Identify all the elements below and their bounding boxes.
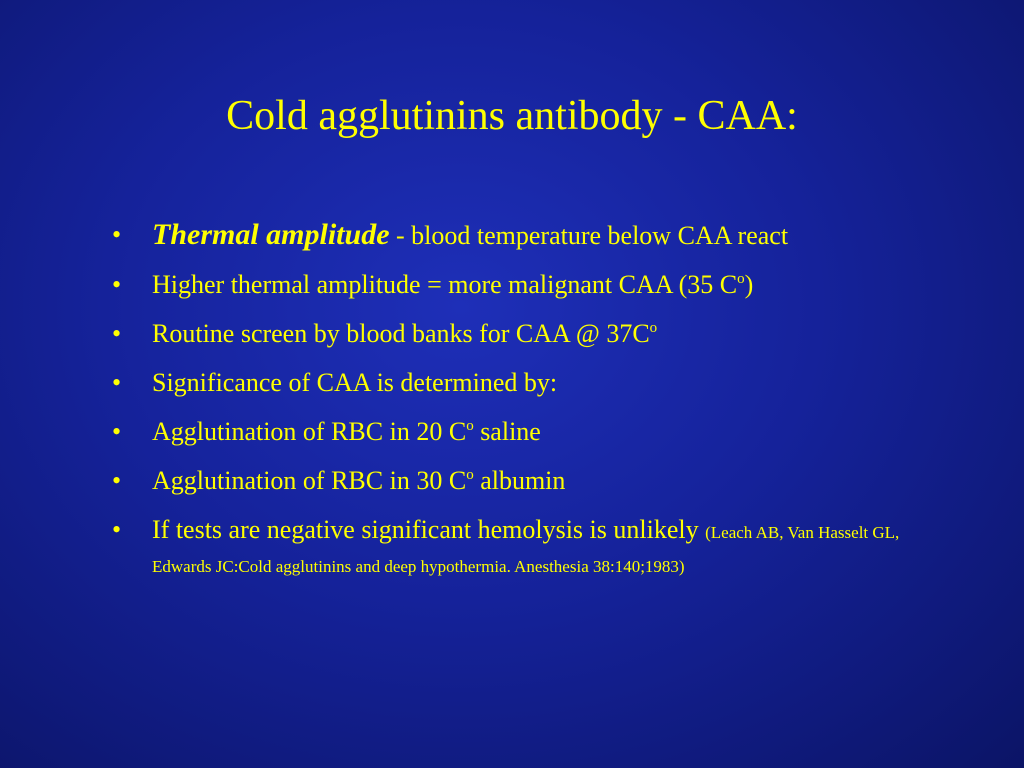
bullet-text: If tests are negative significant hemolysis is unlikely [152, 515, 706, 544]
bullet-higher-thermal-amplitude [112, 268, 952, 302]
bullet-agglutination-30 [112, 464, 952, 498]
bullet-emphasis: Thermal amplitude [152, 218, 390, 251]
bullet-routine-screen [112, 317, 952, 351]
bullet-negative-tests [112, 513, 952, 581]
bullet-significance [112, 366, 952, 400]
bullet-text: - blood temperature below CAA react [389, 221, 789, 250]
bullet-text: Agglutination of RBC in 30 C [152, 466, 467, 495]
citation-reference: (Leach AB, Van Hasselt GL, Edwards JC:Cold agglutinins and deep hypothermia. Anesthesia 38:140;1983) [152, 523, 900, 576]
degree-superscript: o [737, 271, 745, 287]
bullet-agglutination-20 [112, 415, 952, 449]
degree-superscript: o [466, 467, 474, 483]
degree-superscript: o [466, 418, 474, 434]
bullet-tail: saline [473, 417, 541, 446]
bullet-text: Significance of CAA is determined by: [152, 368, 558, 397]
bullet-text: Routine screen by blood banks for CAA @ 37C [152, 319, 650, 348]
bullet-thermal-amplitude [112, 218, 952, 253]
bullet-tail: ) [744, 270, 754, 299]
degree-superscript: o [649, 320, 658, 336]
bullet-list [112, 218, 952, 596]
bullet-tail: albumin [473, 466, 566, 495]
bullet-text: Agglutination of RBC in 20 C [152, 417, 467, 446]
bullet-text: Higher thermal amplitude = more malignant CAA (35 C [152, 270, 738, 299]
slide-title: Cold agglutinins antibody - CAA: [226, 93, 798, 139]
